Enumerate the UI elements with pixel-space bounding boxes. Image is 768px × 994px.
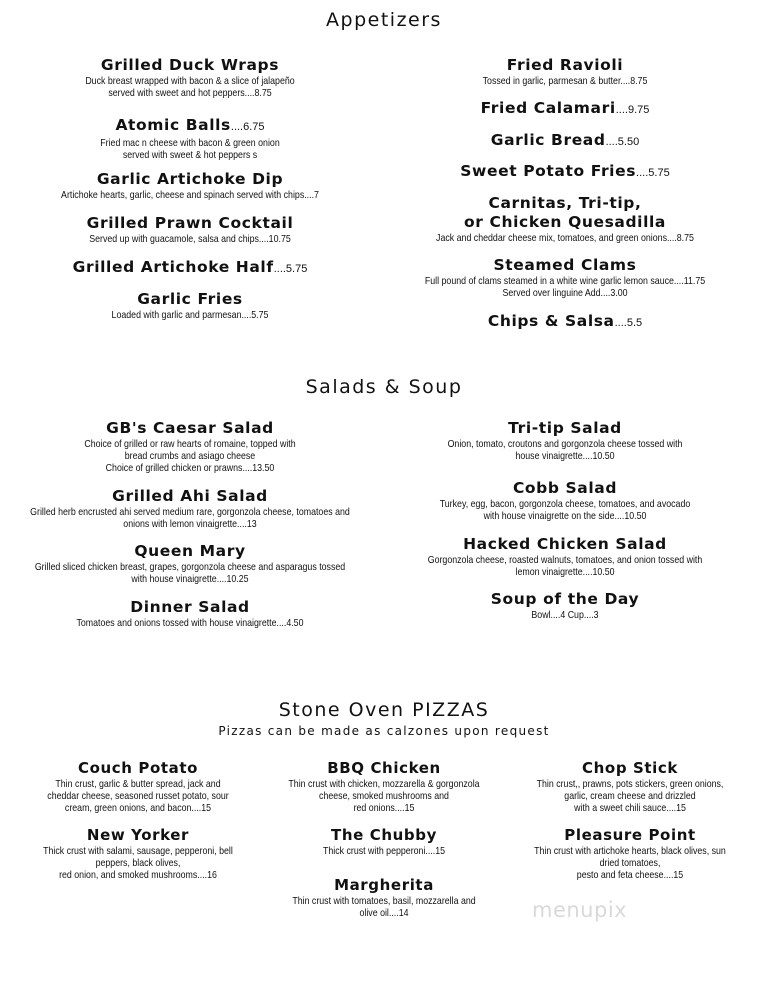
menu-item-name (10, 290, 370, 309)
menu-item (385, 162, 745, 183)
menu-item-name (10, 56, 370, 75)
menu-item-description: Choice of grilled chicken or prawns....13.50 (105, 462, 275, 474)
menu-item (8, 759, 268, 814)
menu-item-description: red onions....15 (353, 802, 415, 814)
menu-item-description: peppers, black olives, (95, 857, 181, 869)
menu-item-name-text: Cobb Salad (512, 479, 618, 497)
menu-item (10, 214, 370, 245)
menu-item-name (375, 194, 755, 213)
menu-item-name (385, 590, 745, 609)
menu-item (500, 759, 760, 814)
menu-item-name-line2: or Chicken Quesadilla (464, 213, 666, 231)
menu-item (375, 194, 755, 244)
menu-item-description: Tossed in garlic, parmesan & butter....8.75 (482, 75, 648, 87)
menu-item-name (385, 99, 745, 120)
menu-item-description: Onion, tomato, croutons and gorgonzola cheese tossed with (447, 438, 683, 450)
menu-item-description: Turkey, egg, bacon, gorgonzola cheese, tomatoes, and avocado (439, 498, 691, 510)
menu-item (10, 258, 370, 279)
menu-item-name-text: Pleasure Point (564, 826, 696, 844)
menu-item-description: with house vinaigrette on the side....10.50 (483, 510, 647, 522)
menu-item-name (385, 312, 745, 333)
menu-item-name-text: Sweet Potato Fries (460, 162, 637, 180)
menu-item (385, 131, 745, 152)
pizzas-subtitle: Pizzas can be made as calzones upon request (218, 724, 550, 738)
menu-item (0, 542, 390, 585)
menu-item-description: dried tomatoes, (599, 857, 661, 869)
menu-item (8, 826, 268, 881)
menu-item-name (0, 598, 380, 617)
menu-item-description: garlic, cream cheese and drizzled (564, 790, 696, 802)
menu-item-description: Full pound of clams steamed in a white wine garlic lemon sauce....11.75 (424, 275, 706, 287)
menu-item (10, 116, 370, 161)
menu-item-name-text: The Chubby (331, 826, 437, 844)
menupix-watermark: menupix (532, 898, 628, 922)
appetizers-heading: Appetizers (326, 9, 442, 31)
menu-item-name-text: Steamed Clams (493, 256, 637, 274)
menu-item-name-text: Couch Potato (77, 759, 199, 777)
menu-item (10, 290, 370, 321)
menu-item (5, 419, 375, 474)
menu-item-description: Served up with guacamole, salsa and chips....10.75 (89, 233, 291, 245)
menu-item (375, 535, 755, 578)
menu-item-name (254, 876, 514, 895)
menu-item-description: cream, green onions, and bacon....15 (64, 802, 212, 814)
menu-item-name (375, 535, 755, 554)
menu-item-name (380, 419, 750, 438)
menu-item (365, 256, 765, 299)
menu-item-description: cheddar cheese, seasoned russet potato, sour (47, 790, 229, 802)
menu-item-name (0, 542, 390, 561)
menu-item-description: red onion, and smoked mushrooms....16 (59, 869, 217, 881)
menu-item (254, 876, 514, 919)
menu-item-name-text: Margherita (334, 876, 434, 894)
menu-item-name-text: GB's Caesar Salad (106, 419, 274, 437)
menu-item-description: Thin crust,, prawns, pots stickers, green onions, (536, 778, 724, 790)
menu-item-name (500, 826, 760, 845)
salads-heading: Salads & Soup (305, 376, 463, 398)
menu-item-price: ....5.75 (636, 167, 670, 179)
menu-item-description: bread crumbs and asiago cheese (124, 450, 256, 462)
menu-item-description: Artichoke hearts, garlic, cheese and spinach served with chips....7 (61, 189, 319, 201)
menu-item-price: ....5.50 (605, 136, 640, 148)
menu-item-description: Thick crust with pepperoni....15 (322, 845, 446, 857)
menu-item-description: Choice of grilled or raw hearts of romaine, topped with (84, 438, 296, 450)
menu-item-description: Thick crust with salami, sausage, pepperoni, bell (43, 845, 233, 857)
menu-item (0, 170, 380, 201)
menu-item-name-text: Chips & Salsa (487, 312, 615, 330)
menu-item-description: served with sweet & hot peppers s (122, 149, 258, 161)
menu-item-price: ....6.75 (230, 121, 265, 133)
menu-item-description: Gorgonzola cheese, roasted walnuts, tomatoes, and onion tossed with (427, 554, 703, 566)
menu-item-description: Thin crust with tomatoes, basil, mozzarella and (292, 895, 476, 907)
menu-item-name (385, 131, 745, 152)
menu-item-name-text: Fried Ravioli (506, 56, 624, 74)
menu-item-name (0, 487, 390, 506)
menu-item-description: onions with lemon vinaigrette....13 (123, 518, 257, 530)
menu-item-name (5, 419, 375, 438)
menu-item-description: Bowl....4 Cup....3 (531, 609, 599, 621)
menu-item-description: pesto and feta cheese....15 (576, 869, 684, 881)
menu-item-name-text: New Yorker (86, 826, 190, 844)
menu-item-description: with house vinaigrette....10.25 (131, 573, 249, 585)
pizzas-heading: Stone Oven PIZZAS (278, 699, 490, 721)
menu-item-name-text: Grilled Prawn Cocktail (86, 214, 294, 232)
menu-item-description: served with sweet and hot peppers....8.75 (108, 87, 272, 99)
menu-item-name (385, 56, 745, 75)
menu-item-name-text: Soup of the Day (490, 590, 640, 608)
menu-item-name-text: Atomic Balls (115, 116, 231, 134)
menu-item-name (8, 826, 268, 845)
menu-item (385, 590, 745, 621)
menu-item-name (380, 479, 750, 498)
menu-item-name-text: Garlic Fries (137, 290, 243, 308)
menu-item-price: ....5.5 (614, 317, 643, 329)
menu-item-name-text: Hacked Chicken Salad (463, 535, 667, 553)
menu-item-description: Thin crust with chicken, mozzarella & gorgonzola (288, 778, 480, 790)
menu-item (380, 419, 750, 462)
menu-item-name (10, 116, 370, 137)
menu-item (254, 759, 514, 814)
menu-item-description: lemon vinaigrette....10.50 (515, 566, 615, 578)
menu-item (380, 479, 750, 522)
menu-item-name (365, 256, 765, 275)
menu-item-name-text: BBQ Chicken (327, 759, 441, 777)
menu-item-name-text: Grilled Duck Wraps (100, 56, 280, 74)
menu-item (10, 56, 370, 99)
menu-item-name (10, 258, 370, 279)
menu-item-name (10, 214, 370, 233)
menu-item-name-text: Chop Stick (582, 759, 678, 777)
menu-item (500, 826, 760, 881)
menu-item-description: Loaded with garlic and parmesan....5.75 (111, 309, 269, 321)
menu-item-description: Jack and cheddar cheese mix, tomatoes, and green onions....8.75 (436, 232, 694, 244)
menu-item-name-text: Tri-tip Salad (508, 419, 622, 437)
menu-item-name (254, 826, 514, 845)
menu-item-description: with a sweet chili sauce....15 (574, 802, 686, 814)
menu-item-price: ....9.75 (615, 104, 650, 116)
menu-item-name-text: Grilled Artichoke Half (72, 258, 274, 276)
menu-item-name-text: Dinner Salad (130, 598, 250, 616)
menu-item (385, 312, 745, 333)
menu-item-description: Tomatoes and onions tossed with house vinaigrette....4.50 (76, 617, 304, 629)
menu-item-description: Grilled herb encrusted ahi served medium rare, gorgonzola cheese, tomatoes and (30, 506, 350, 518)
menu-item-name-text: Carnitas, Tri-tip, (488, 194, 642, 212)
menu-item-description: house vinaigrette....10.50 (515, 450, 615, 462)
menu-item-name-text: Garlic Artichoke Dip (96, 170, 284, 188)
menu-item-name-text: Fried Calamari (480, 99, 616, 117)
menu-item-name-text: Grilled Ahi Salad (112, 487, 268, 505)
menu-item-name (0, 170, 380, 189)
menu-item-name-text: Queen Mary (134, 542, 246, 560)
menu-item-name (500, 759, 760, 778)
menu-item-name (254, 759, 514, 778)
menu-item-description: Duck breast wrapped with bacon & a slice of jalapeño (85, 75, 295, 87)
menu-item-description: Thin crust with artichoke hearts, black olives, sun (534, 845, 726, 857)
menu-item (0, 598, 380, 629)
menu-item (385, 99, 745, 120)
menu-item-name (8, 759, 268, 778)
menu-item (385, 56, 745, 87)
menu-item (0, 487, 390, 530)
menu-item-description: Thin crust, garlic & butter spread, jack and (55, 778, 221, 790)
menu-item (254, 826, 514, 857)
menu-item-description: olive oil....14 (359, 907, 409, 919)
menu-item-description: Served over linguine Add....3.00 (502, 287, 628, 299)
menu-item-description: Grilled sliced chicken breast, grapes, gorgonzola cheese and asparagus tossed (34, 561, 346, 573)
menu-item-description: cheese, smoked mushrooms and (319, 790, 449, 802)
menu-item-name-text: Garlic Bread (490, 131, 606, 149)
menu-item-name (385, 162, 745, 183)
menu-item-description: Fried mac n cheese with bacon & green onion (100, 137, 280, 149)
menu-item-price: ....5.75 (273, 263, 308, 275)
